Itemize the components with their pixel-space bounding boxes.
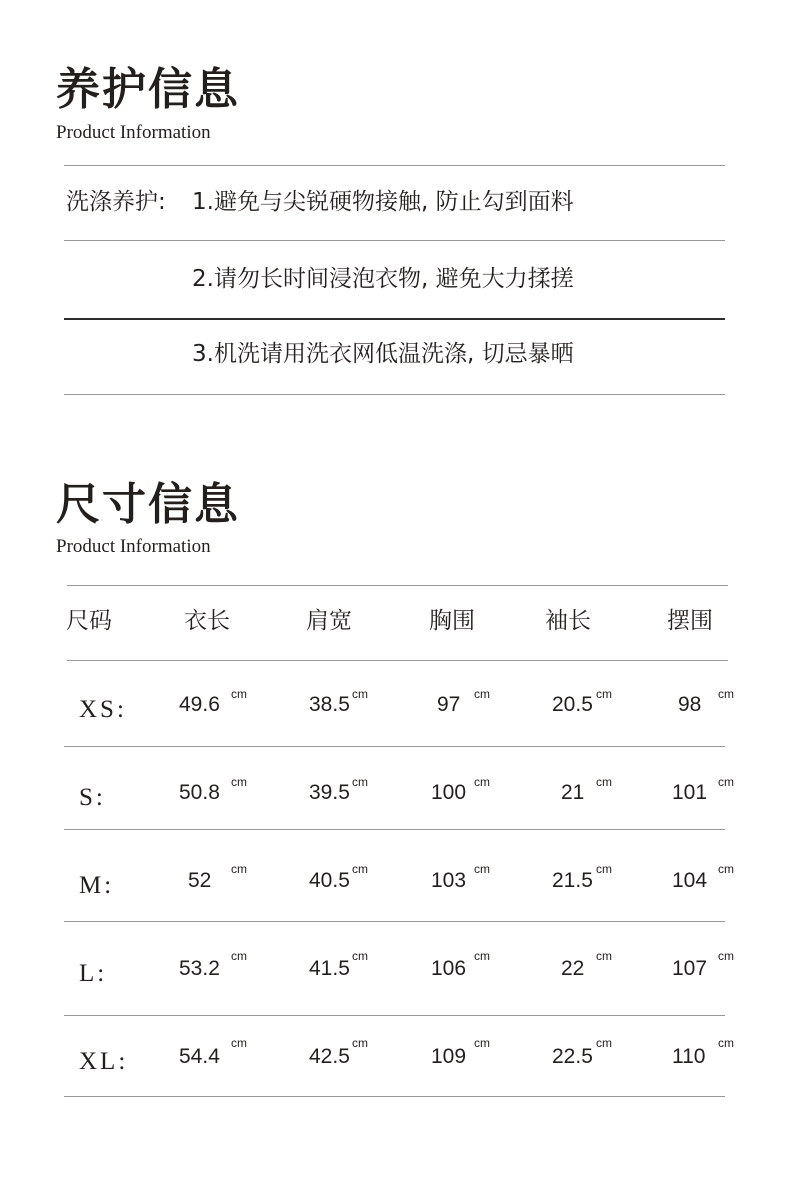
value-cell: 21 <box>561 781 585 804</box>
value-cell: 22.5 <box>552 1045 593 1068</box>
value-cell: 104 <box>672 869 708 892</box>
divider <box>64 318 725 320</box>
unit-label: cm <box>352 775 368 789</box>
value-cell: 103 <box>431 869 467 892</box>
value-cell: 110 <box>672 1045 706 1068</box>
unit-label: cm <box>352 949 368 963</box>
unit-label: cm <box>231 687 247 701</box>
size-cell: S: <box>79 784 106 811</box>
value-cell: 41.5 <box>309 957 350 980</box>
care-title: 养护信息 <box>56 64 240 115</box>
size-cell: M: <box>79 872 115 899</box>
value-cell: 38.5 <box>309 693 350 716</box>
unit-label: cm <box>352 687 368 701</box>
size-cell: XS: <box>79 696 127 723</box>
unit-label: cm <box>474 862 490 876</box>
header-chest: 胸围 <box>429 608 475 634</box>
unit-label: cm <box>718 1036 734 1050</box>
header-hem: 摆围 <box>667 608 713 634</box>
value-cell: 53.2 <box>179 957 220 980</box>
header-length: 衣长 <box>184 608 230 634</box>
unit-label: cm <box>231 862 247 876</box>
care-label: 洗涤养护: <box>66 189 166 215</box>
divider <box>64 921 725 922</box>
unit-label: cm <box>718 687 734 701</box>
care-item-3: 3.机洗请用洗衣网低温洗涤, 切忌暴晒 <box>192 341 574 367</box>
value-cell: 107 <box>672 957 708 980</box>
care-subtitle: Product Information <box>56 122 211 143</box>
divider <box>64 829 725 830</box>
unit-label: cm <box>718 862 734 876</box>
unit-label: cm <box>596 1036 612 1050</box>
value-cell: 52 <box>188 869 212 892</box>
header-size: 尺码 <box>66 608 112 634</box>
value-cell: 101 <box>672 781 708 804</box>
value-cell: 49.6 <box>179 693 220 716</box>
unit-label: cm <box>596 775 612 789</box>
value-cell: 100 <box>431 781 467 804</box>
divider <box>64 240 725 241</box>
value-cell: 50.8 <box>179 781 220 804</box>
divider <box>67 660 728 661</box>
divider <box>64 746 725 747</box>
value-cell: 109 <box>431 1045 467 1068</box>
header-shoulder: 肩宽 <box>306 608 352 634</box>
divider <box>64 1096 725 1097</box>
value-cell: 106 <box>431 957 467 980</box>
unit-label: cm <box>231 949 247 963</box>
unit-label: cm <box>352 862 368 876</box>
value-cell: 42.5 <box>309 1045 350 1068</box>
size-subtitle: Product Information <box>56 536 211 557</box>
value-cell: 39.5 <box>309 781 350 804</box>
value-cell: 54.4 <box>179 1045 220 1068</box>
unit-label: cm <box>596 687 612 701</box>
care-item-1: 1.避免与尖锐硬物接触, 防止勾到面料 <box>192 189 574 215</box>
unit-label: cm <box>474 687 490 701</box>
unit-label: cm <box>474 1036 490 1050</box>
value-cell: 40.5 <box>309 869 350 892</box>
unit-label: cm <box>352 1036 368 1050</box>
unit-label: cm <box>718 775 734 789</box>
unit-label: cm <box>596 862 612 876</box>
size-cell: XL: <box>79 1048 129 1075</box>
unit-label: cm <box>231 775 247 789</box>
value-cell: 97 <box>437 693 461 716</box>
size-cell: L: <box>79 960 108 987</box>
value-cell: 20.5 <box>552 693 593 716</box>
divider <box>64 394 725 395</box>
care-item-2: 2.请勿长时间浸泡衣物, 避免大力揉搓 <box>192 266 574 292</box>
header-sleeve: 袖长 <box>545 608 591 634</box>
value-cell: 98 <box>678 693 702 716</box>
unit-label: cm <box>474 949 490 963</box>
unit-label: cm <box>474 775 490 789</box>
unit-label: cm <box>596 949 612 963</box>
unit-label: cm <box>718 949 734 963</box>
divider <box>64 1015 725 1016</box>
divider <box>67 585 728 586</box>
unit-label: cm <box>231 1036 247 1050</box>
value-cell: 21.5 <box>552 869 593 892</box>
size-title: 尺寸信息 <box>56 479 240 530</box>
value-cell: 22 <box>561 957 585 980</box>
divider <box>64 165 725 166</box>
